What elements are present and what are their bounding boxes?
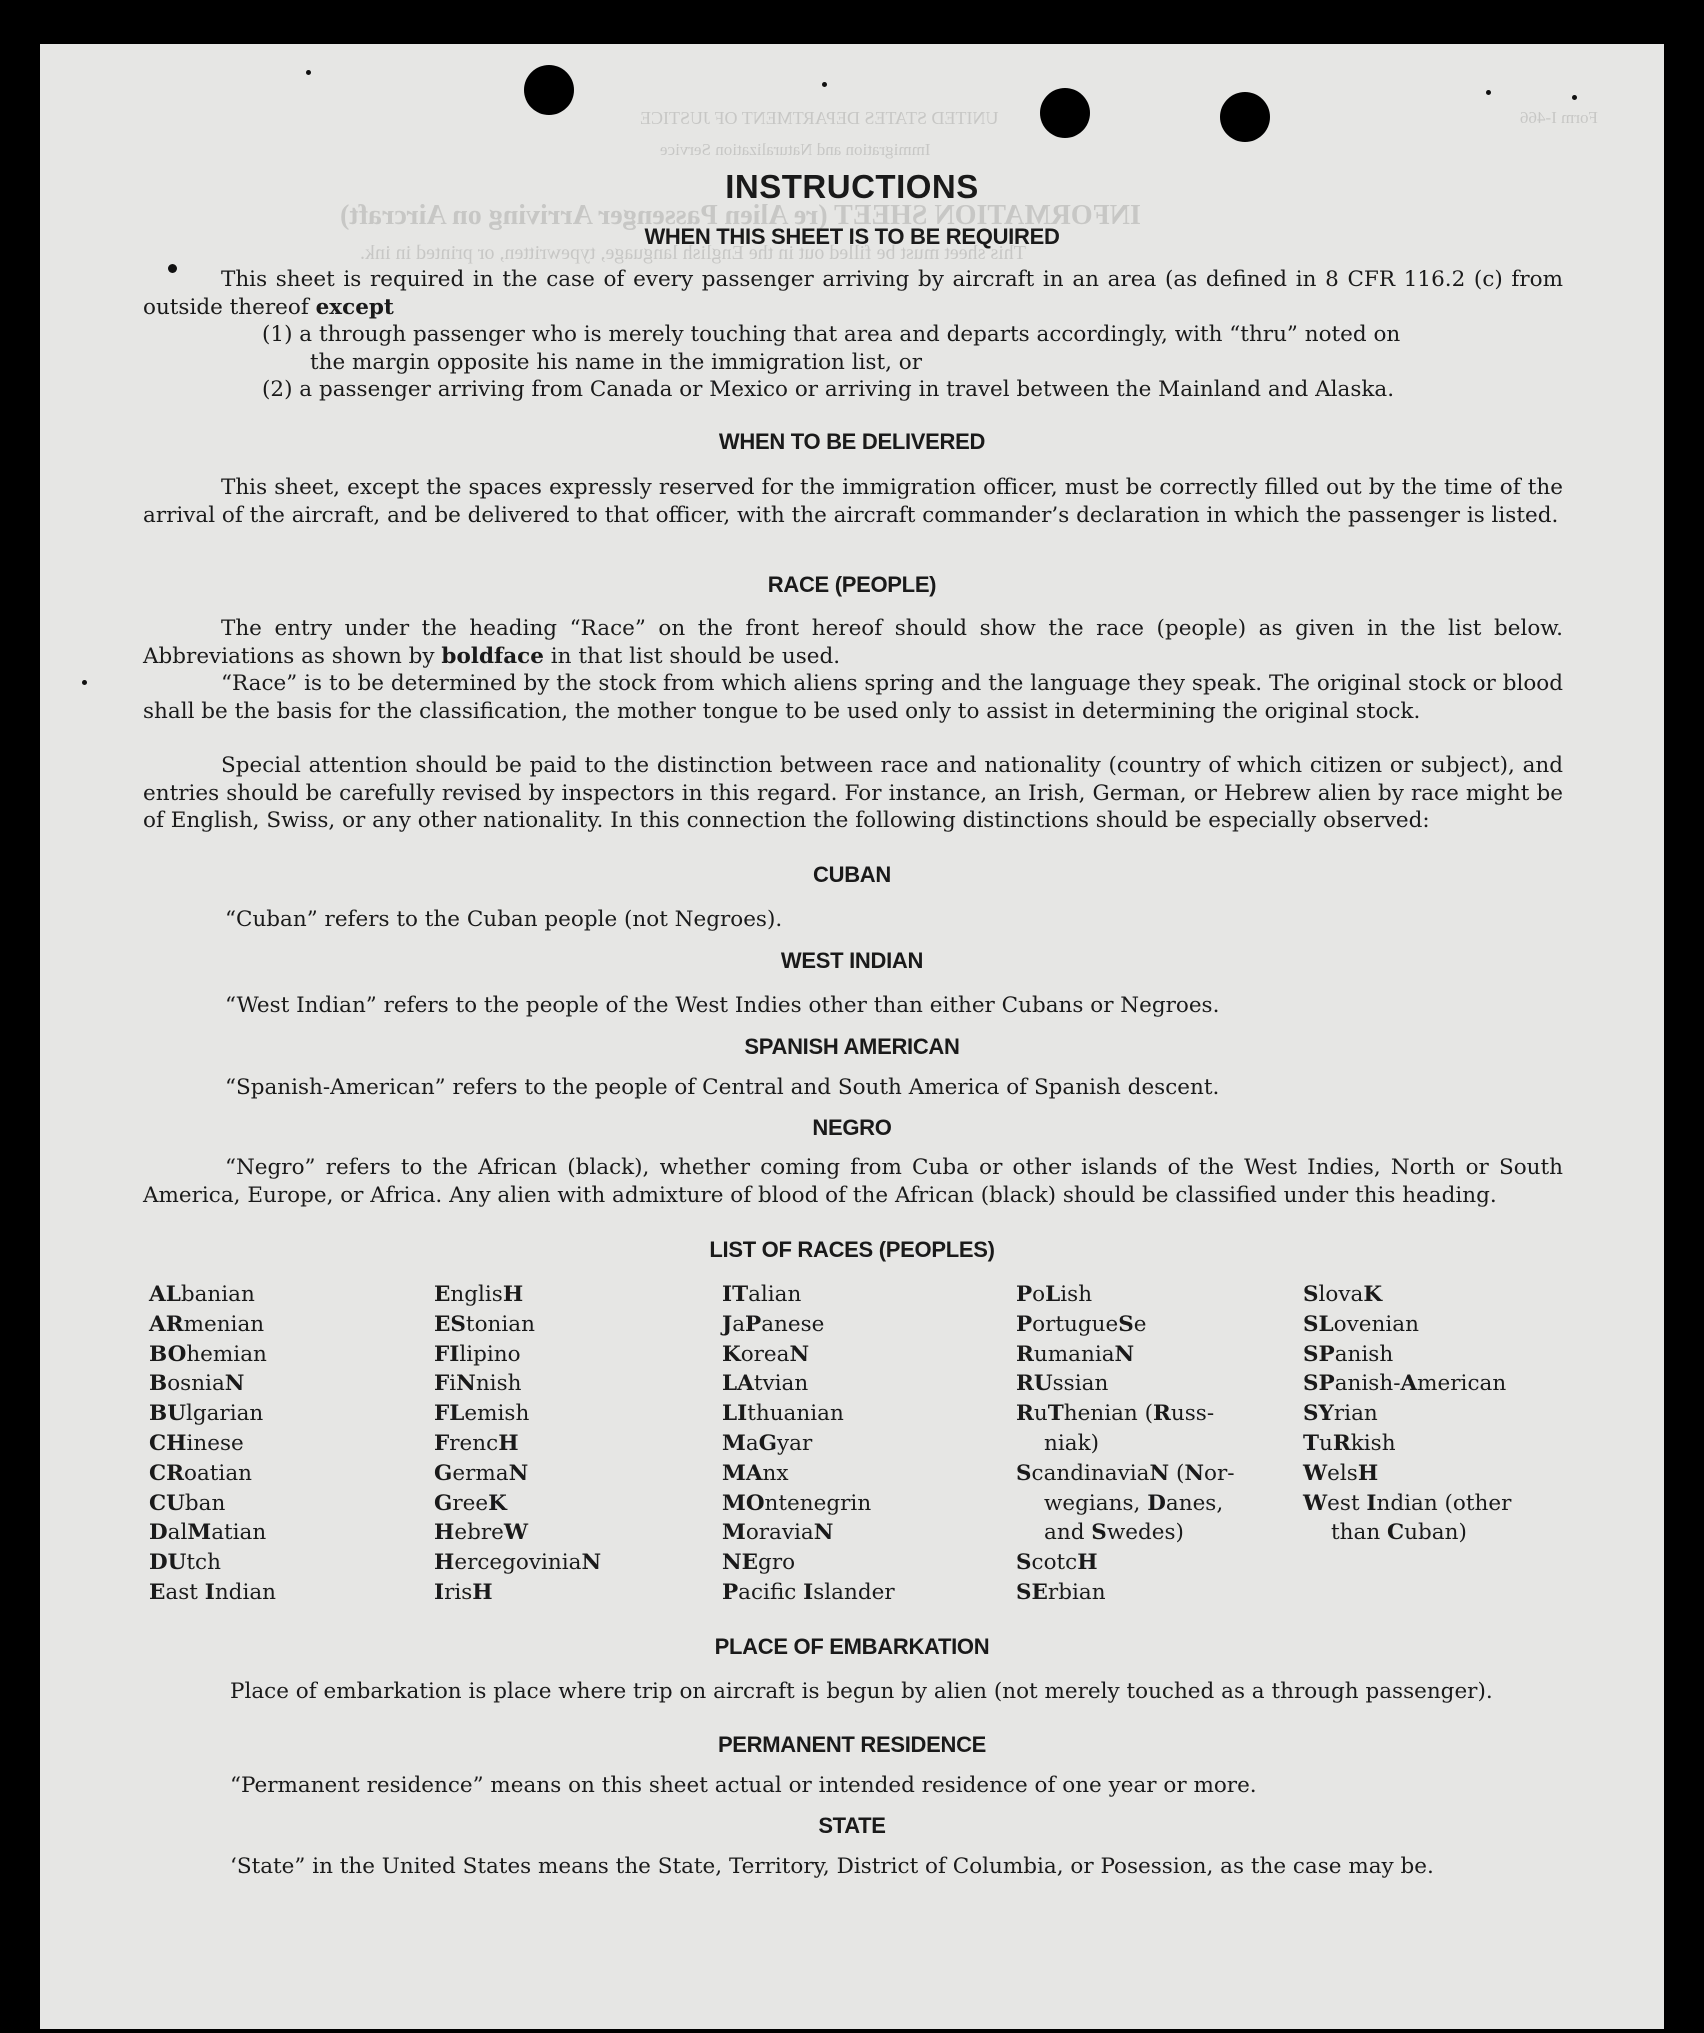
race-list-item: East Indian [149, 1579, 277, 1605]
spanish-american-text: “Spanish-American” refers to the people of Central and South America of Spanish descent. [225, 1075, 1220, 1100]
punch-hole-2 [1040, 88, 1090, 138]
speck [82, 680, 87, 685]
race-list-item: HercegoviniaN [434, 1550, 602, 1576]
heading-when-delivered: WHEN TO BE DELIVERED [718, 429, 986, 454]
negro-paragraph [143, 1154, 1563, 1209]
heading-place-of-embarkation: PLACE OF EMBARKATION [714, 1634, 990, 1659]
race-list-item: SlovaK [1303, 1282, 1383, 1307]
race-list-item: and Swedes) [1044, 1520, 1184, 1546]
punch-hole-3 [1220, 92, 1270, 142]
race-list-item: KoreaN [722, 1341, 810, 1367]
heading-west-indian: WEST INDIAN [780, 948, 924, 973]
race-list-item: ITalian [722, 1282, 802, 1307]
race-list-item: ALbanian [149, 1282, 255, 1307]
race-list-item: GreeK [434, 1490, 507, 1516]
race-list-item: EStonian [434, 1311, 535, 1337]
required-paragraph [143, 266, 1563, 321]
race-list-item: WelsH [1303, 1460, 1379, 1486]
residence-paragraph [152, 1772, 1572, 1800]
state-text: ‘State” in the United States means the State, Territory, District of Columbia, or Posession, as the case may be. [230, 1854, 1434, 1879]
race-paragraph-1 [143, 615, 1563, 670]
race-list-item: JaPanese [722, 1311, 825, 1337]
heading-when-required: WHEN THIS SHEET IS TO BE REQUIRED [644, 224, 1060, 249]
heading-negro: NEGRO [812, 1115, 892, 1140]
race-list-item: DUtch [149, 1550, 221, 1576]
delivered-text: This sheet, except the spaces expressly reserved for the immigration officer, must be correctly filled out by the time of the arrival of the aircraft, and be delivered to that officer, with the aircraft commander’s declaration in which the passenger is listed. [143, 475, 1563, 528]
race-list-item: FiNnish [434, 1371, 522, 1397]
cuban-paragraph [143, 906, 1563, 934]
race-list-item: niak) [1044, 1430, 1099, 1456]
west-indian-text: “West Indian” refers to the people of the West Indies other than either Cubans or Negroes. [225, 993, 1220, 1018]
condition-1: (1) a through passenger who is merely touching that area and departs accordingly, with “thru” noted on [262, 322, 1401, 347]
bleed-form-number: Form I-466 [1520, 108, 1598, 127]
race-paragraph-3 [143, 752, 1563, 835]
race-list-item: LAtvian [722, 1371, 809, 1397]
required-except: except [315, 294, 394, 320]
heading-permanent-residence: PERMANENT RESIDENCE [717, 1732, 987, 1757]
spanish-american-paragraph [143, 1074, 1563, 1102]
required-text: This sheet is required in the case of every passenger arriving by aircraft in an area (as defined in 8 CFR 116.2 (c) from outside thereof [143, 267, 1563, 320]
race-list-item: West Indian (other [1303, 1490, 1512, 1516]
race-list-item: CUban [149, 1490, 226, 1516]
race-list-item: MoraviaN [722, 1520, 834, 1546]
race-list-item: SYrian [1303, 1401, 1378, 1427]
race-list-item: ScandinaviaN (Nor- [1016, 1460, 1235, 1486]
race-list-item: BOhemian [149, 1341, 267, 1367]
race-list-item: PoLish [1016, 1282, 1093, 1307]
heading-state: STATE [818, 1813, 886, 1838]
race-paragraph-2 [143, 670, 1563, 725]
race-list-item: MAnx [722, 1460, 789, 1486]
bleed-line-3: This sheet must be filled out in the English language, typewritten, or printed in ink. [360, 242, 1026, 264]
bleed-title: INFORMATION SHEET (re Alien Passenger Arriving on Aircraft) [340, 200, 1141, 231]
residence-text: “Permanent residence” means on this sheet actual or intended residence of one year or more. [230, 1773, 1257, 1798]
race-list-item: ScotcH [1016, 1550, 1098, 1576]
bleed-line-2: Immigration and Naturalization Service [660, 140, 931, 159]
race-column-4 [1016, 1280, 1235, 1608]
condition-2: (2) a passenger arriving from Canada or Mexico or arriving in travel between the Mainland and Alaska. [262, 377, 1395, 402]
race-list-item: RuThenian (Russ- [1016, 1401, 1215, 1427]
race-column-2 [434, 1280, 601, 1608]
race-list-item: CHinese [149, 1430, 244, 1456]
speck [822, 82, 827, 87]
embarkation-text: Place of embarkation is place where trip on aircraft is begun by alien (not merely touched as a through passenger). [230, 1679, 1493, 1704]
required-conditions [262, 321, 1562, 404]
speck [1572, 95, 1577, 100]
heading-list-of-races: LIST OF RACES (PEOPLES) [709, 1237, 995, 1262]
race-list-item: MaGyar [722, 1430, 813, 1456]
race-list-item: ARmenian [149, 1311, 265, 1337]
state-paragraph [152, 1853, 1574, 1881]
race-list-item: Pacifc Islander [722, 1579, 895, 1605]
race-list-item: GermaN [434, 1460, 529, 1486]
race-p1-b: in that list should be used. [550, 643, 841, 669]
race-list-item: RUssian [1016, 1371, 1109, 1397]
race-list-item: SLovenian [1303, 1311, 1419, 1337]
embarkation-paragraph [152, 1678, 1572, 1706]
bleed-line-1: UNITED STATES DEPARTMENT OF JUSTICE [640, 108, 999, 128]
punch-hole-1 [524, 65, 574, 115]
race-p1-a: The entry under the heading “Race” on the front hereof should show the race (people) as given in the list below. Abbreviations as shown by [143, 616, 1563, 669]
race-list-item: FrencH [434, 1430, 519, 1456]
race-list-item: BUlgarian [149, 1401, 264, 1427]
west-indian-paragraph [143, 992, 1563, 1020]
race-list-item: SErbian [1016, 1579, 1106, 1605]
race-list-item: EnglisH [434, 1282, 524, 1307]
heading-race: RACE (PEOPLE) [767, 572, 937, 597]
delivered-paragraph [143, 474, 1563, 529]
race-column-1 [149, 1280, 276, 1608]
race-list-item: NEgro [722, 1550, 796, 1576]
page-title: INSTRUCTIONS [725, 168, 979, 205]
race-list-item: RumaniaN [1016, 1341, 1135, 1367]
race-list-item: than Cuban) [1331, 1520, 1467, 1546]
heading-spanish-american: SPANISH AMERICAN [744, 1034, 960, 1059]
negro-text: “Negro” refers to the African (black), whether coming from Cuba or other islands of the West Indies, North or South America, Europe, or Africa. Any alien with admixture of blood of the African (black) should be classified under this heading. [143, 1155, 1563, 1208]
race-list-item: CRoatian [149, 1460, 252, 1486]
race-p3: Special attention should be paid to the distinction between race and nationality (country of which citizen or subject), and entries should be carefully revised by inspectors in this regard. For instance, an Irish, German, or Hebrew alien by race might be of English, Swiss, or any other nationality. In this connection the following distinctions should be especially observed: [143, 753, 1563, 833]
race-p1-bold: boldface [441, 643, 544, 669]
race-list-item: BosniaN [149, 1371, 245, 1397]
race-list-item: SPanish-American [1303, 1371, 1507, 1397]
race-list-item: MOntenegrin [722, 1490, 872, 1516]
race-list-item: LIthuanian [722, 1401, 844, 1427]
speck [1486, 90, 1491, 95]
speck [306, 70, 311, 75]
race-list-item: HebreW [434, 1520, 528, 1546]
race-column-3 [722, 1280, 895, 1608]
race-list-item: IrisH [434, 1579, 493, 1605]
race-list-item: TuRkish [1303, 1430, 1396, 1456]
race-column-5 [1303, 1280, 1511, 1548]
race-list-item: SPanish [1303, 1341, 1394, 1367]
race-list-item: FIlipino [434, 1341, 521, 1367]
heading-cuban: CUBAN [813, 862, 891, 887]
race-list-item: PortugueSe [1016, 1311, 1147, 1337]
race-list-item: wegians, Danes, [1044, 1490, 1224, 1516]
race-list-item: FLemish [434, 1401, 530, 1427]
cuban-text: “Cuban” refers to the Cuban people (not Negroes). [225, 907, 783, 932]
race-list-item: DalMatian [149, 1520, 267, 1546]
condition-1-cont: the margin opposite his name in the immigration list, or [310, 349, 923, 375]
race-p2: “Race” is to be determined by the stock from which aliens spring and the language they speak. The original stock or blood shall be the basis for the classification, the mother tongue to be used only to assist in determining the original stock. [143, 671, 1563, 724]
